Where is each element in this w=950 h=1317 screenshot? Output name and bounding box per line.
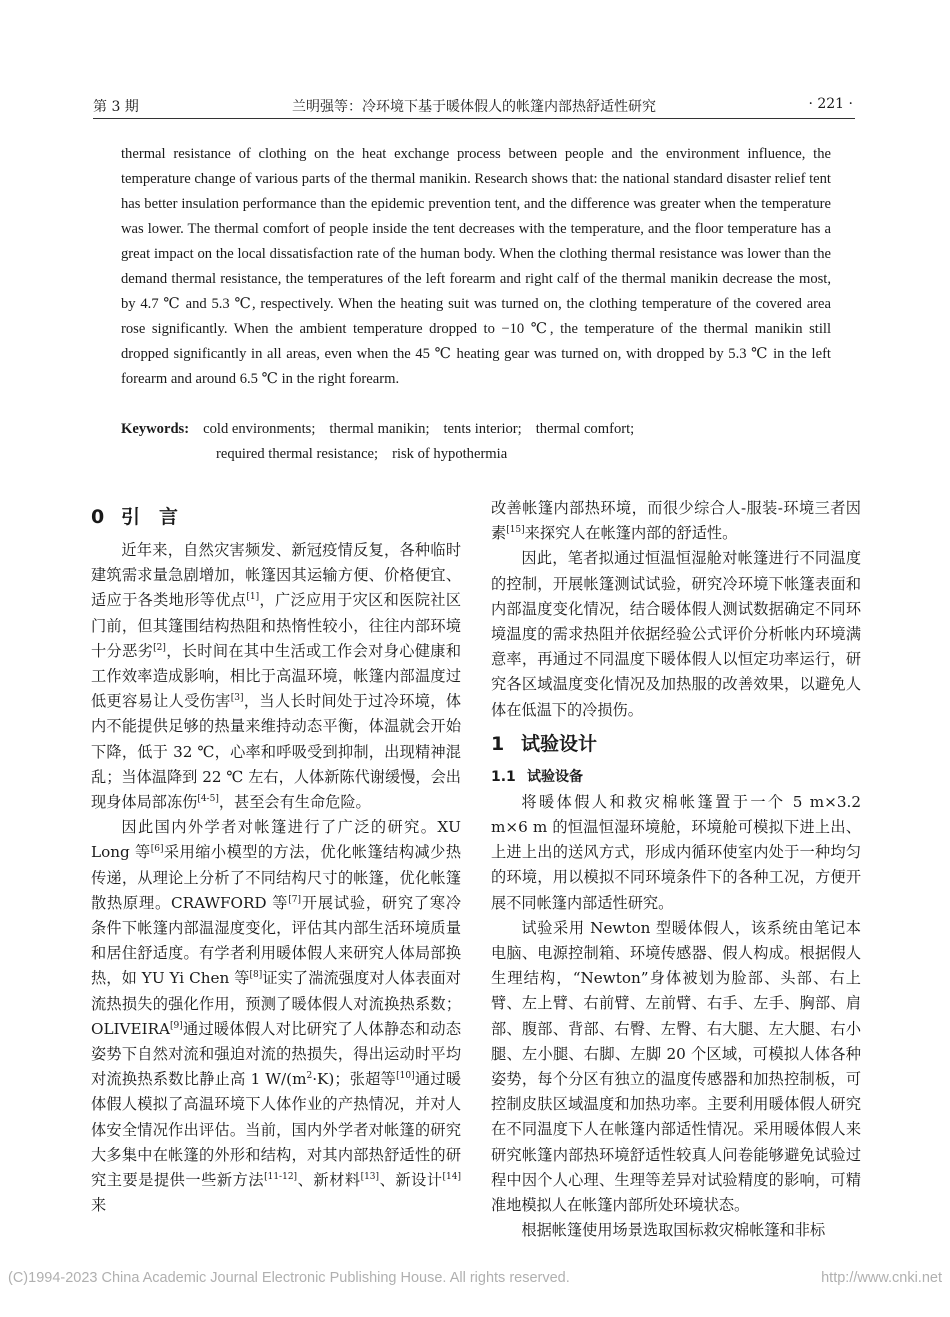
citation[interactable]: [14] <box>442 1172 462 1183</box>
right-column <box>491 496 861 1243</box>
subsection-heading-equipment <box>491 765 861 790</box>
keyword: thermal manikin; <box>329 421 430 437</box>
citation[interactable]: [8] <box>249 970 263 981</box>
paragraph: 因此国内外学者对帐篷进行了广泛的研究。XU Long 等[6]采用缩小模型的方法，优化帐篷结构减少热传递，从理论上分析了不同结构尺寸的帐篷，优化帐篷散热原理。CRAWFORD 等[7]开展试验，研究了寒冷条件下帐篷内部温湿度变化，评估其内部生活环境质量和居住舒适度。有学者利用暖体假人来研究人体局部换热，如 YU Yi Chen 等[8]证实了湍流强度对人体表面对流热损失的强化作用，预测了暖体假人对流换热系数；OLIVEIRA[9]通过暖体假人对比研究了人体静态和动态姿势下自然对流和强迫对流的热损失，得出运动时平均对流换热系数比静止高 1 $W/(m^2\cdot K)$；张超等[10]通过暖体假人模拟了高温环境下人体作业的产热情况，并对人体安全情况作出评估。当前，国内外学者对帐篷的研究大多集中在帐篷的外形和结构，对其内部热舒适性的研究主要是提供一些新方法[11-12]、新材料[13]、新设计[14]来 <box>91 818 462 1215</box>
running-title: 兰明强等：冷环境下基于暖体假人的帐篷内部热舒适性研究 <box>292 99 656 115</box>
citation[interactable]: [10] <box>396 1071 415 1082</box>
abstract-text: thermal resistance of clothing on the heat exchange process between people and the environment influence, the temperature change of various parts of the thermal manikin. Research shows that: the national standard disaster relief tent has better insulation performance than the epidemic prevention tent, and the difference was greater when the temperature was lower. The thermal comfort of people inside the tent decreases with the temperature, and the floor temperature has a great impact on the local dissatisfaction rate of the human body. When the clothing thermal resistance was lower than the demand thermal resistance, the temperatures of the left forearm and right calf of the thermal manikin decrease the most, by 4.7 ℃ and 5.3 ℃, respectively. When the heating suit was turned on, the clothing temperature of the covered area rose significantly. When the ambient temperature dropped to −10 ℃, the temperature of the thermal manikin still dropped significantly in all areas, even when the 45 ℃ heating gear was turned on, with dropped by 5.3 ℃ in the left forearm and around 6.5 ℃ in the right forearm. <box>121 146 831 387</box>
citation[interactable]: [6] <box>150 844 164 855</box>
section-number: 0 <box>91 506 105 528</box>
superscript: 2 <box>306 1071 313 1082</box>
section-number: 1 <box>491 732 505 755</box>
paragraph: 因此，笔者拟通过恒温恒湿舱对帐篷进行不同温度的控制，开展帐篷测试试验，研究冷环境下帐篷表面和内部温度变化情况，结合暖体假人测试数据确定不同环境温度的需求热阻并依据经验公式评价分析帐内环境满意率，再通过不同温度下暖体假人以恒定功率运行，研究各区域温度变化情况及加热服的改善效果，以避免人体在低温下的冷损伤。 <box>491 549 861 719</box>
left-column <box>91 496 461 1218</box>
paragraph: 试验采用 Newton 型暖体假人，该系统由笔记本电脑、电源控制箱、环境传感器、假人构成。根据假人生理结构，“Newton”身体被划为脸部、头部、右上臂、左上臂、右前臂、左前臂、右手、左手、胸部、肩部、腹部、背部、右臀、左臀、右大腿、左大腿、右小腿、左小腿、右脚、左脚 20 个区域，可模拟人体各种姿势，每个分区有独立的温度传感器和加热控制板，可控制皮肤区域温度和加热功率。主要利用暖体假人研究在不同温度下人在帐篷内部适性情况。采用暖体假人来研究帐篷内部热环境舒适性较真人问卷能够避免试验过程中因个人心理、生理等差异对试验精度的影响，可精准地模拟人在帐篷内部所处环境状态。 <box>491 918 861 1215</box>
subsection-title: 试验设备 <box>527 768 583 785</box>
citation[interactable]: [7] <box>288 894 302 905</box>
paragraph: 根据帐篷使用场景选取国标救灾棉帐篷和非标 <box>521 1221 826 1240</box>
citation[interactable]: [15] <box>506 525 525 536</box>
keyword: cold environments; <box>203 421 316 437</box>
paragraph-continued: 改善帐篷内部热环境，而很少综合人-服装-环境三者因素[15]来探究人在帐篷内部的舒适性。 <box>491 499 861 543</box>
keyword: thermal comfort; <box>535 421 635 437</box>
page-header <box>93 96 855 119</box>
citation[interactable]: [1] <box>246 592 260 603</box>
section-title: 引 言 <box>121 506 179 528</box>
english-abstract <box>121 142 831 392</box>
citation[interactable]: [2] <box>153 642 166 653</box>
keywords-row <box>216 442 521 467</box>
keyword: risk of hypothermia <box>392 446 508 462</box>
keywords-label: Keywords: <box>121 421 190 437</box>
section-title: 试验设计 <box>521 732 598 755</box>
issue-number: 第 3 期 <box>93 99 139 115</box>
citation[interactable]: [3] <box>230 693 244 704</box>
paragraph: 将暖体假人和救灾棉帐篷置于一个 5 m×3.2 m×6 m 的恒温恒湿环境舱，环境舱可模拟下进上出、上进上出的送风方式，形成内循环使室内处于一种均匀的环境，用以模拟不同环境条件下的各种工况，方便开展不同帐篷内部适性研究。 <box>491 792 861 912</box>
copyright-text: (C)1994-2023 China Academic Journal Electronic Publishing House. All rights reserved. <box>8 1270 570 1286</box>
keyword: required thermal resistance; <box>216 446 379 462</box>
keywords-row <box>121 417 634 442</box>
cnki-url[interactable]: http://www.cnki.net <box>821 1270 942 1286</box>
page-number: · 221 · <box>808 96 853 112</box>
citation[interactable]: [9] <box>170 1020 183 1031</box>
paragraph: 近年来，自然灾害频发、新冠疫情反复，各种临时建筑需求量急剧增加，帐篷因其运输方便、价格便宜、适应于各类地形等优点[1]，广泛应用于灾区和医院社区门前，但其篷围结构热阻和热惰性较小，往往内部环境十分恶劣[2]，长时间在其中生活或工作会对身心健康和工作效率造成影响，相比于高温环境，帐篷内部温度过低更容易让人受伤害[3]，当人长时间处于过冷环境，体内不能提供足够的热量来维持动态平衡，体温就会开始下降，低于 32 ℃，心率和呼吸受到抑制，出现精神混乱；当体温降到 22 ℃ 左右，人体新陈代谢缓慢，会出现身体局部冻伤[4-5]，甚至会有生命危险。 <box>91 541 462 812</box>
keyword: tents interior; <box>443 421 522 437</box>
citation[interactable]: [11-12] <box>264 1172 298 1183</box>
subsection-number: 1.1 <box>491 768 516 785</box>
citation[interactable]: [13] <box>360 1172 380 1183</box>
section-heading-introduction <box>91 496 461 538</box>
copyright-watermark <box>8 1270 942 1286</box>
section-heading-experimental-design <box>491 723 861 765</box>
citation[interactable]: [4-5] <box>197 794 219 805</box>
